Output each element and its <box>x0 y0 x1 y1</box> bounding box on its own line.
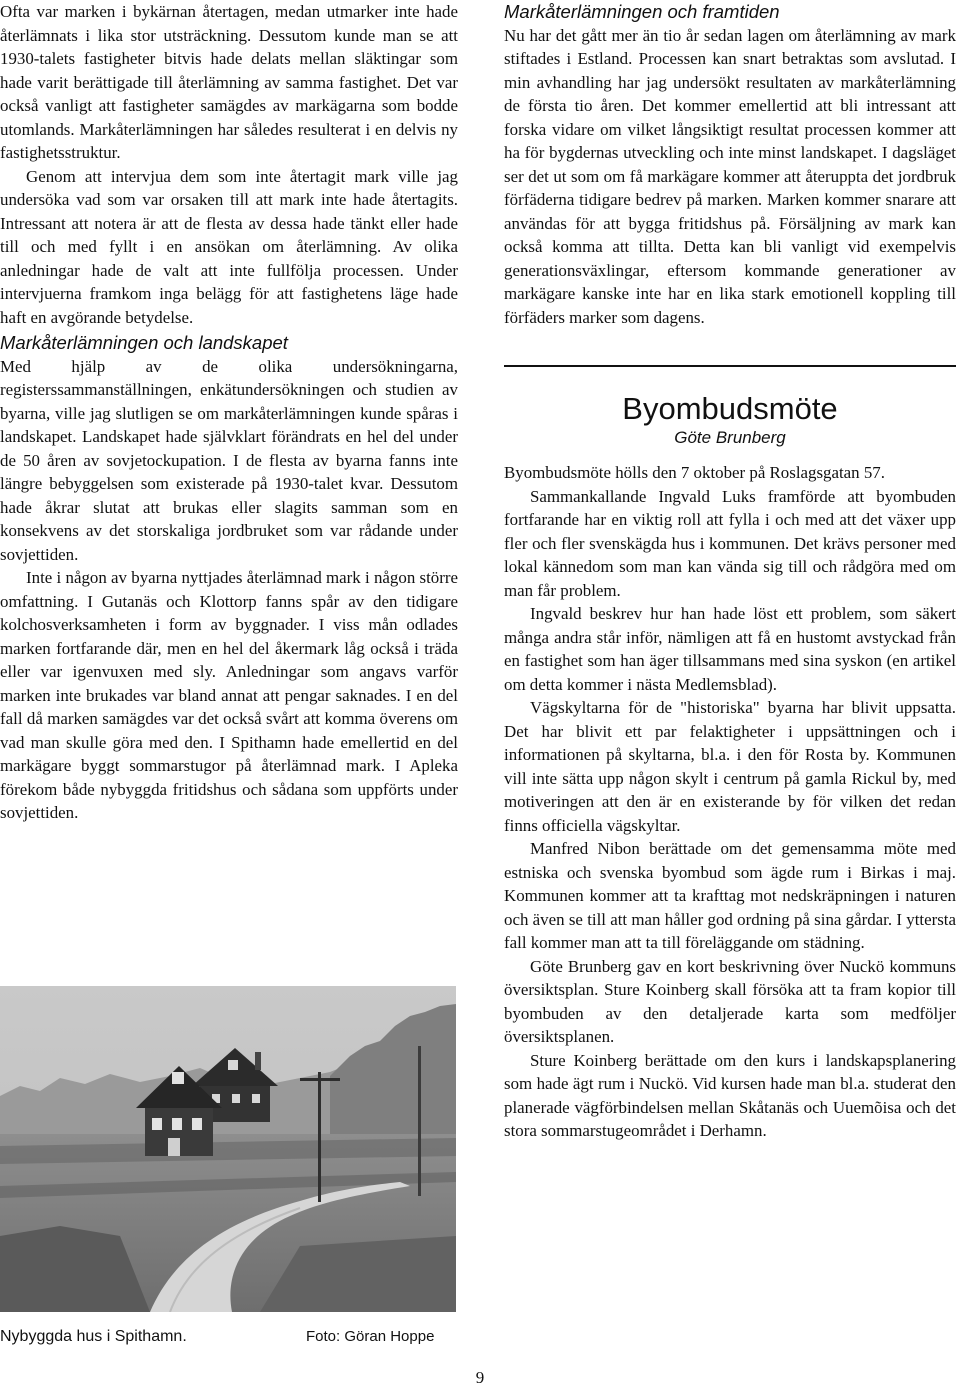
left-column <box>0 0 458 825</box>
right-column <box>504 0 956 1143</box>
house-road-photo <box>0 986 456 1312</box>
section-heading-landscape: Markåterlämningen och landskapet <box>0 332 288 353</box>
paragraph: Inte i någon av byarna nyttjades återlämnad mark i någon större omfattning. I Gutanäs och Klottorp fanns spår av den tidigare kolchosverksamheten i form av byggnader. I viss mån odlades marken fortfarande där, men en hel del åkermark låg också i träda eller var igenvuxen med sly. Anledningar som angavs varför marken inte brukades var bland annat att pengar saknades. I en del fall då marken samägdes var det också svårt att komma överens om vad man skulle göra med den. I Spithamn hade emellertid en del markägare byggt sommarstugor på återlämnad mark. I Apleka förekom både nybyggda fritidshus och sådana som uppförts under sovjettiden. <box>0 568 458 822</box>
paragraph: Ofta var marken i bykärnan återtagen, medan utmarker inte hade återlämnats i lika stor utsträckning. Dessutom kunde man se att 1930-talets fastigheter bitvis hade delats mellan släktingar som hade varit berättigade till återlämning av samma fastighet. Det var också vanligt att fastigheter samägdes av markägarna som bodde utomlands. Markåterlämningen har således resulterat i en delvis ny fastighetsstruktur. <box>0 2 458 162</box>
paragraph: Vägskyltarna för de "historiska" byarna har blivit uppsatta. Det har blivit ett par felaktigheter i uppsättningen och i informationen på skyltarna, bl.a. i den för Rosta by. Kommunen vill inte sätta upp någon skylt i centrum på gamla Rickul by, med motiveringen att den är en existerande by för vilken det redan finns officiella vägskyltar. <box>504 698 956 835</box>
article-divider <box>504 365 956 367</box>
photo-credit: Foto: Göran Hoppe <box>306 1328 435 1345</box>
photo-caption: Nybyggda hus i Spithamn. <box>0 1328 187 1345</box>
article-author: Göte Brunberg <box>674 428 786 447</box>
article-title: Byombudsmöte <box>622 391 838 426</box>
paragraph: Göte Brunberg gav en kort beskrivning över Nuckö kommuns översiktsplan. Sture Koinberg skall försöka att ta fram kopior till byombuden av den detaljerade karta som medföljer översiktsplanen. <box>504 956 956 1046</box>
paragraph: Genom att intervjua dem som inte återtagit mark ville jag undersöka vad som var orsaken till att mark inte hade återtagits. Intressant att notera är att de flesta av dessa hade tänkt eller hade till och med fyllt i en ansökan om återlämning. Av olika anledningar hade de valt att inte fullfölja processen. Under intervjuerna framkom inga belägg för att fastighetens läge hade haft en avgörande betydelse. <box>0 166 458 327</box>
paragraph: Byombudsmöte hölls den 7 oktober på Roslagsgatan 57. <box>504 463 885 482</box>
page-number: 9 <box>475 1368 485 1387</box>
paragraph: Sture Koinberg berättade om den kurs i landskapsplanering som hade ägt rum i Nuckö. Vid kursen hade man bl.a. studerat den planerade vägförbindelsen mellan Skåtanäs och Uuemõisa och det stora sommarstugeområdet i Derhamn. <box>504 1050 956 1140</box>
paragraph: Nu har det gått mer än tio år sedan lagen om återlämning av mark stiftades i Estland. Processen kan snart betraktas som avslutad. I min avhandling har jag undersökt resultaten av markåterlämning de första tio åren. Det kommer emellertid att bli intressant att forska vidare om vilket långsiktigt resultat processen kommer att ha för bygdernas utveckling och inte minst landskapet. I dagsläget ser det ut som om få markägare kommer att återuppta det jordbruk förfäderna tidigare bedrev på marken. Marken kommer snarare att användas för att bygga fritidshus på. Försäljning av mark kan också komma att tillta. Detta kan bli vanligt vid exempelvis generationsväxlingar, eftersom kommande generationer av markägare kanske inte har en lika stark emotionell koppling till förfäders marker som dagens. <box>504 25 956 327</box>
section-heading-future: Markåterlämningen och framtiden <box>504 1 780 22</box>
paragraph: Med hjälp av de olika undersökningarna, registerssammanställningen, enkätundersökningen och studien av byarna, ville jag slutligen se om markåterlämningen kunde spåras i landskapet. Landskapet hade självklart förändrats en hel del under de 50 åren av sovjetockupation. I de flesta av byarna fanns inte längre bebyggelsen som existerade på 1930-talet kvar. Dessutom hade åkrar slutat att brukas eller slagits samman som en konsekvens av det storskaliga jordbruket som var rådande under sovjettiden. <box>0 356 458 564</box>
paragraph: Sammankallande Ingvald Luks framförde att byombuden fortfarande har en viktig roll att fylla i och med att det växer upp fler och fler svenskägda hus i kommunen. Det krävs personer med lokal kännedom som man kan vända sig till och rådgöra med om man får problem. <box>504 486 956 600</box>
photo-spithamn <box>0 986 456 1312</box>
paragraph: Manfred Nibon berättade om det gemensamma möte med estniska och svenska byombud som ägde rum i Birkas i maj. Kommunen kommer att ta krafttag mot nedskräpningen i naturen och även se till att man håller god ordning på sina gårdar. I yttersta fall kommer man att ta till föreläggande om städning. <box>504 839 956 952</box>
paragraph: Ingvald beskrev hur han hade löst ett problem, som säkert många andra står inför, nämligen att få en hustomt avstyckad från en fastighet som han äger tillsammans med sina syskon (en artikel om detta kommer i nästa Medlemsblad). <box>504 604 956 694</box>
